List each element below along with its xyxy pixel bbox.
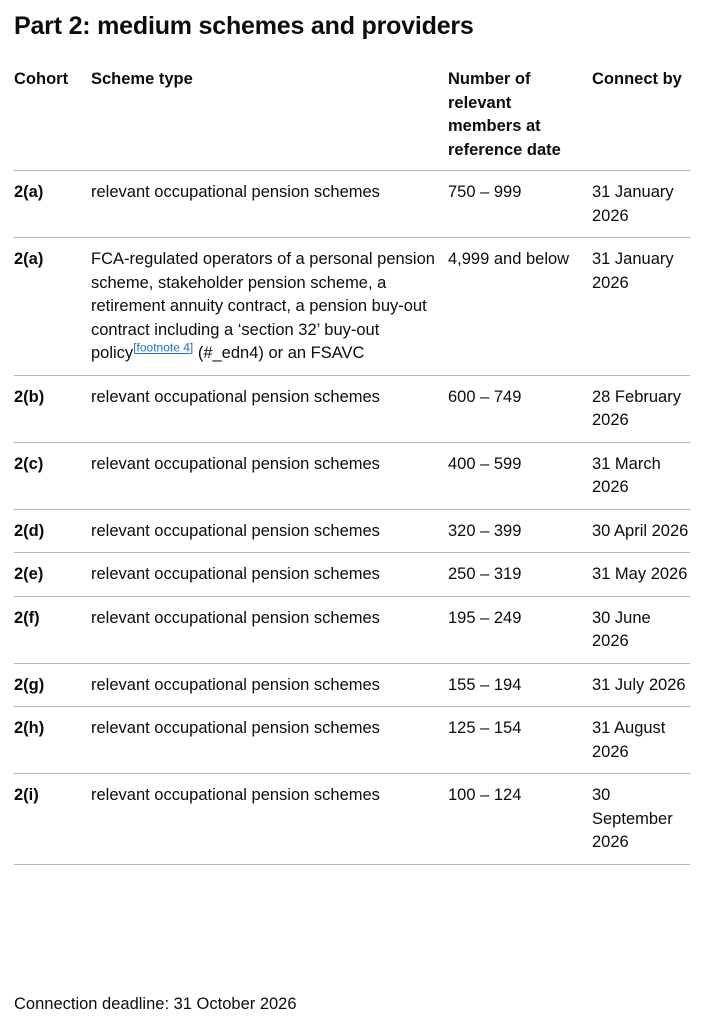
connect-by-cell: 31 May 2026 [592,553,690,597]
members-cell: 750 – 999 [448,171,592,238]
members-cell: 600 – 749 [448,375,592,442]
members-cell: 195 – 249 [448,596,592,663]
table-row [14,596,690,663]
scheme-cell: relevant occupational pension schemes [91,442,448,509]
members-cell: 250 – 319 [448,553,592,597]
header-members: Number of relevant members at reference date [448,67,592,171]
scheme-cell: relevant occupational pension schemes [91,509,448,553]
table-row [14,774,690,865]
cohort-cell: 2(a) [14,171,91,238]
table-row [14,375,690,442]
cohort-cell: 2(d) [14,509,91,553]
table-row [14,238,690,376]
cohort-table [14,67,690,865]
connect-by-cell: 30 June 2026 [592,596,690,663]
members-cell: 320 – 399 [448,509,592,553]
members-cell: 155 – 194 [448,663,592,707]
scheme-cell: relevant occupational pension schemes [91,171,448,238]
scheme-cell: relevant occupational pension schemes [91,707,448,774]
cohort-cell: 2(e) [14,553,91,597]
header-cohort: Cohort [14,67,91,171]
scheme-cell: relevant occupational pension schemes [91,663,448,707]
connect-by-cell: 31 January 2026 [592,238,690,376]
scheme-cell: relevant occupational pension schemes [91,774,448,865]
scheme-cell: relevant occupational pension schemes [91,375,448,442]
members-cell: 125 – 154 [448,707,592,774]
cohort-cell: 2(f) [14,596,91,663]
scheme-text: FCA-regulated operators of a personal pension scheme, stakeholder pension scheme, a retirement annuity contract, a pension buy-out contract including a ‘section 32’ buy-out policy [91,250,435,362]
cohort-cell: 2(i) [14,774,91,865]
table-row [14,442,690,509]
connect-by-cell: 31 January 2026 [592,171,690,238]
cohort-cell: 2(a) [14,238,91,376]
cohort-cell: 2(b) [14,375,91,442]
members-cell: 4,999 and below [448,238,592,376]
connection-deadline: Connection deadline: 31 October 2026 [14,995,297,1013]
connect-by-cell: 30 September 2026 [592,774,690,865]
members-cell: 400 – 599 [448,442,592,509]
table-row [14,707,690,774]
connect-by-cell: 30 April 2026 [592,509,690,553]
scheme-cell: relevant occupational pension schemes [91,596,448,663]
page-title: Part 2: medium schemes and providers [14,12,474,40]
table-row [14,509,690,553]
cohort-cell: 2(g) [14,663,91,707]
members-cell: 100 – 124 [448,774,592,865]
table-row [14,663,690,707]
footnote-reference [133,341,193,355]
connect-by-cell: 28 February 2026 [592,375,690,442]
scheme-suffix-text: (#_edn4) or an FSAVC [197,344,365,362]
connect-by-cell: 31 March 2026 [592,442,690,509]
scheme-cell [91,238,448,376]
header-connect-by: Connect by [592,67,690,171]
table-header-row [14,67,690,171]
header-scheme-type: Scheme type [91,67,448,171]
cohort-cell: 2(h) [14,707,91,774]
table-row [14,553,690,597]
connect-by-cell: 31 August 2026 [592,707,690,774]
footnote-link[interactable]: [footnote 4] [133,340,194,355]
cohort-cell: 2(c) [14,442,91,509]
connect-by-cell: 31 July 2026 [592,663,690,707]
table-row [14,171,690,238]
scheme-cell: relevant occupational pension schemes [91,553,448,597]
